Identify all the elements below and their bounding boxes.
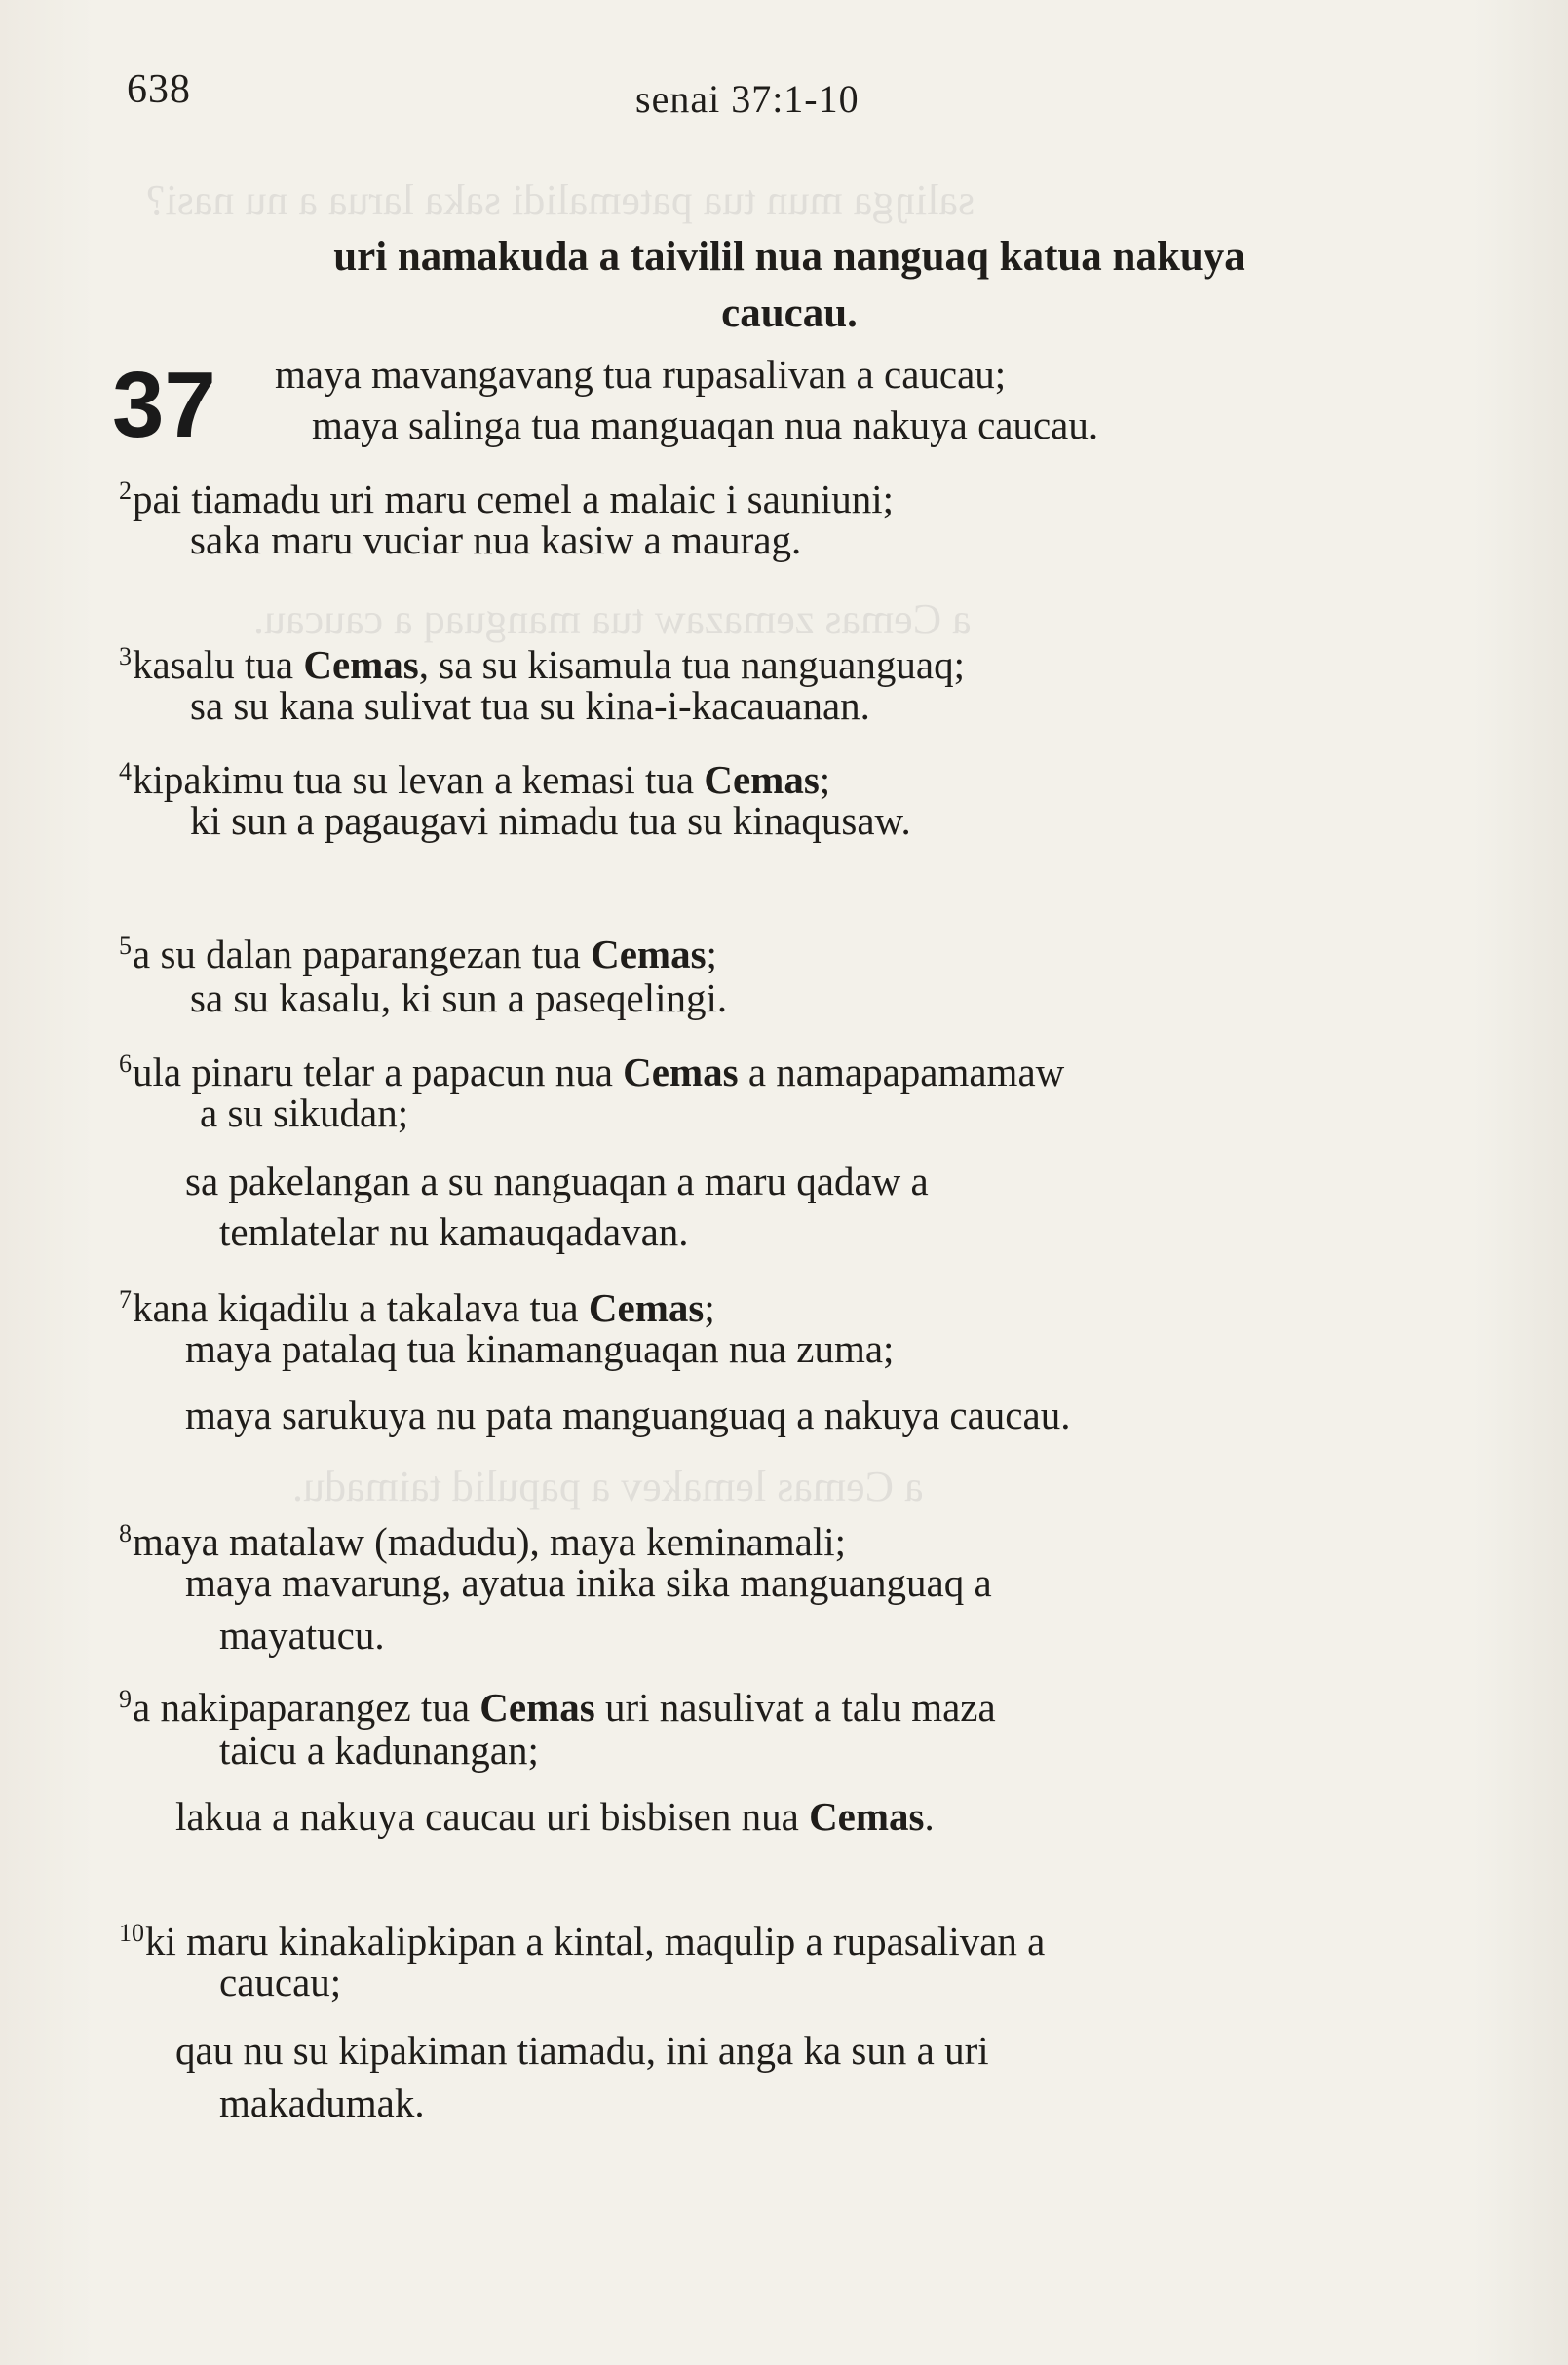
verse-text-segment: ki sun a pagaugavi nimadu tua su kinaqusaw. [190,798,911,843]
verse-text-segment: maya salinga tua manguaqan nua nakuya caucau. [312,402,1099,447]
verse-text-segment: qau nu su kipakiman tiamadu, ini anga ka sun a uri [175,2028,989,2073]
verse-line [119,468,894,522]
verse-number: 10 [119,1919,144,1947]
section-heading-line: uri namakuda a taivilil nua nanguaq katua nakuya [333,234,1245,280]
divine-name: Cemas [588,1285,705,1330]
verse-number: 5 [119,932,132,960]
verse-text-segment: saka maru vuciar nua kasiw a maurag. [190,517,802,562]
verse-text-segment: kipakimu tua su levan a kemasi tua [133,757,705,802]
verse-text-segment: a su sikudan; [200,1090,409,1135]
verse-line [190,797,911,844]
verse-text-segment: maya sarukuya nu pata manguanguaq a nakuya caucau. [185,1392,1071,1437]
page-number: 638 [127,67,191,112]
verse-number: 3 [119,642,132,670]
verse-line [119,923,717,977]
verse-text-segment: kana kiqadilu a takalava tua [133,1285,589,1330]
verse-line [119,633,965,688]
verse-line [119,1676,996,1731]
verse-text-segment: taicu a kadunangan; [219,1728,539,1773]
verse-text-segment: pai tiamadu uri maru cemel a malaic i sauniuni; [133,477,895,521]
verse-text-segment: a su dalan paparangezan tua [133,932,592,976]
verse-line [219,1208,689,1255]
verse-line [219,1959,341,2005]
verse-text-segment: sa su kana sulivat tua su kina-i-kacauanan. [190,683,870,728]
verse-text-segment: . [924,1794,935,1839]
bleed-through-text: a Cemas zemazaw tua manguaq a caucau. [253,595,972,643]
verse-line [175,1793,935,1840]
divine-name: Cemas [303,642,419,687]
verse-line [200,1089,408,1136]
section-heading [175,229,1403,342]
bleed-through-text: a Cemas lemakev a papulid taimadu. [292,1463,924,1510]
divine-name: Cemas [591,932,707,976]
verse-line [119,748,830,803]
verse-text-segment: uri nasulivat a talu maza [594,1685,996,1730]
verse-text-segment: makadumak. [219,2080,425,2125]
running-head: senai 37:1-10 [635,77,860,121]
verse-text-segment: ; [819,757,831,802]
verse-text-segment: maya matalaw (madudu), maya keminamali; [133,1519,847,1564]
divine-name: Cemas [809,1794,925,1839]
verse-line [185,1392,1070,1438]
verse-line [190,516,801,563]
divine-name: Cemas [704,757,820,802]
verse-line [119,1041,1064,1095]
verse-text-segment: kasalu tua [133,642,304,687]
verse-text-segment: temlatelar nu kamauqadavan. [219,1209,689,1254]
verse-text-segment: caucau; [219,1960,342,2004]
verse-number: 7 [119,1285,132,1314]
verse-line [119,1277,715,1331]
verse-number: 9 [119,1685,132,1713]
verse-line [312,401,1098,448]
verse-line [185,1158,929,1204]
verse-number: 6 [119,1049,132,1078]
verse-text-segment: ula pinaru telar a papacun nua [133,1049,624,1094]
verse-text-segment: maya mavarung, ayatua inika sika manguanguaq a [185,1560,992,1605]
verse-line [190,682,870,729]
verse-line [185,1559,992,1606]
verse-text-segment: sa pakelangan a su nanguaqan a maru qadaw a [185,1159,929,1203]
verse-line [185,1325,894,1372]
verse-text-segment: ki maru kinakalipkipan a kintal, maqulip a rupasalivan a [145,1919,1046,1964]
verse-text-segment: , sa su kisamula tua nanguanguaq; [418,642,965,687]
verse-text-segment: ; [706,932,717,976]
verse-line [119,1910,1045,1964]
verse-line [219,2079,425,2126]
verse-text-segment: lakua a nakuya caucau uri bisbisen nua [175,1794,810,1839]
verse-text-segment: ; [704,1285,715,1330]
verse-line [175,2027,989,2074]
verse-number: 8 [119,1519,132,1547]
verse-line [119,1510,846,1565]
verse-line [219,1727,539,1774]
verse-number: 4 [119,757,132,785]
verse-text-segment: maya patalaq tua kinamanguaqan nua zuma; [185,1326,895,1371]
verse-line [219,1612,385,1659]
verse-line [190,974,727,1021]
section-heading-line: caucau. [721,290,858,336]
verse-text-segment: maya mavangavang tua rupasalivan a caucau; [275,352,1007,397]
verse-line [275,351,1006,398]
verse-text-segment: a nakipaparangez tua [133,1685,480,1730]
verse-text-segment: a namapapamamaw [738,1049,1065,1094]
bleed-through-text: saliŋga mun tua patemalidi saka larua a nu nasi? [146,176,975,224]
verse-text-segment: mayatucu. [219,1613,385,1658]
divine-name: Cemas [623,1049,739,1094]
verse-number: 2 [119,477,132,505]
chapter-number: 37 [112,353,216,457]
verse-text-segment: sa su kasalu, ki sun a paseqelingi. [190,975,728,1020]
divine-name: Cemas [479,1685,595,1730]
